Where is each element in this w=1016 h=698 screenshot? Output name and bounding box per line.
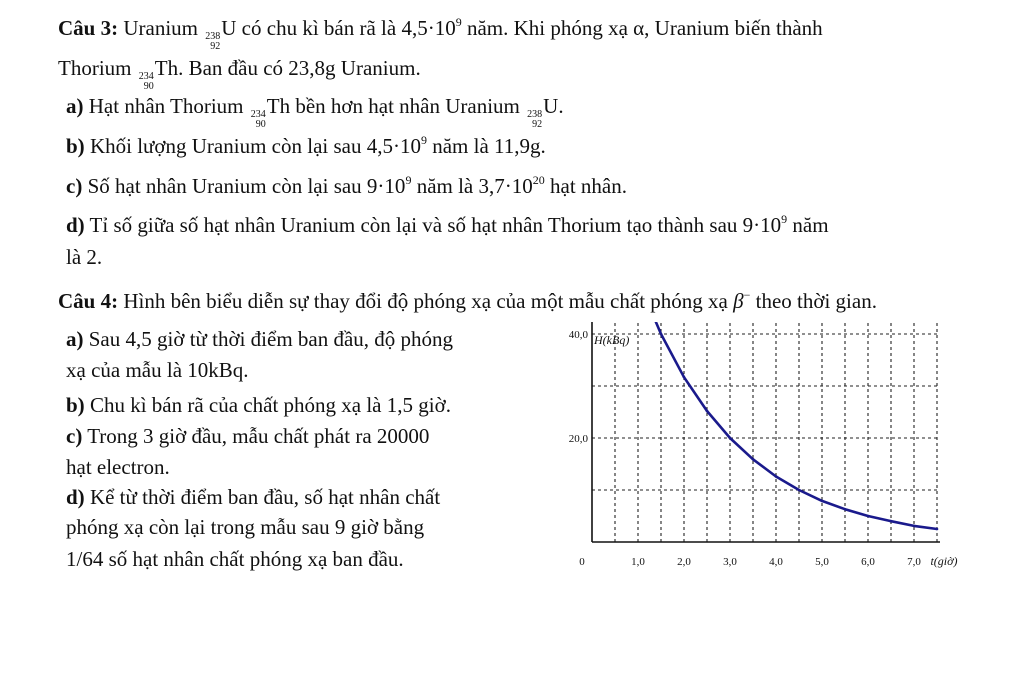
x-tick-label: 3,0 bbox=[723, 556, 737, 568]
data-point bbox=[890, 520, 893, 523]
q4-statement-c: c) Trong 3 giờ đầu, mẫu chất phát ra 20000 bbox=[66, 424, 430, 448]
data-point bbox=[775, 475, 778, 478]
q4-statement-d: d) Kể từ thời điểm ban đầu, số hạt nhân chất bbox=[66, 485, 441, 509]
data-point bbox=[660, 333, 663, 336]
q4-intro: Câu 4: Hình bên biểu diễn sự thay đổi độ phóng xạ của một mẫu chất phóng xạ β− theo thời gian. bbox=[58, 288, 877, 313]
y-axis-label: H(kBq) bbox=[594, 333, 630, 347]
q3-statement-d-cont: là 2. bbox=[66, 245, 103, 269]
activity-decay-chart bbox=[545, 322, 985, 582]
data-point bbox=[683, 376, 686, 379]
y-tick-label: 20,0 bbox=[568, 433, 588, 445]
q3-label: Câu 3: bbox=[58, 16, 119, 40]
th234-isotope: 234 90 bbox=[138, 71, 154, 92]
q4-statement-c-cont: hạt electron. bbox=[66, 455, 170, 479]
x-axis-label: t(giờ) bbox=[930, 554, 958, 568]
q4-statement-b: b) Chu kì bán rã của chất phóng xạ là 1,5 giờ. bbox=[66, 393, 451, 417]
data-point bbox=[844, 508, 847, 511]
x-tick-label: 0 bbox=[579, 556, 585, 568]
q3-statement-c: c) Số hạt nhân Uranium còn lại sau $9\cdot 10^9$ năm là $3,7\cdot 10^{20}$ hạt nhân. bbox=[66, 173, 627, 198]
q4-label: Câu 4: bbox=[58, 289, 119, 313]
data-point bbox=[913, 525, 916, 528]
data-point bbox=[821, 500, 824, 503]
data-point bbox=[706, 410, 709, 413]
x-tick-label: 1,0 bbox=[631, 556, 645, 568]
data-point bbox=[798, 489, 801, 492]
q3-line-2: Thorium 234 90 Th. Ban đầu có 23,8g Uranium. bbox=[58, 56, 421, 92]
data-point bbox=[752, 458, 755, 461]
q3-line-1: Câu 3: Uranium 238 92 U có chu kì bán rã là $4,5\cdot 10^9$ năm. Khi phóng xạ α, Uranium biến thành bbox=[58, 15, 823, 52]
q3-statement-b: b) Khối lượng Uranium còn lại sau $4,5\cdot 10^9$ năm là 11,9g. bbox=[66, 133, 546, 158]
x-tick-label: 7,0 bbox=[907, 556, 921, 568]
q3-statement-a: a) Hạt nhân Thorium 234 90 Th bền hơn hạt nhân Uranium 238 92 U. bbox=[66, 94, 564, 130]
x-tick-label: 4,0 bbox=[769, 556, 783, 568]
q4-statement-d-cont1: phóng xạ còn lại trong mẫu sau 9 giờ bằng bbox=[66, 515, 425, 539]
x-tick-label: 6,0 bbox=[861, 556, 875, 568]
q4-statement-a: a) Sau 4,5 giờ từ thời điểm ban đầu, độ phóng bbox=[66, 327, 454, 351]
x-tick-label: 2,0 bbox=[677, 556, 691, 568]
u238-isotope: 238 92 bbox=[205, 31, 221, 52]
q4-statement-d-cont2: 1/64 số hạt nhân chất phóng xạ ban đầu. bbox=[66, 547, 404, 571]
q4-statement-a-cont: xạ của mẫu là 10kBq. bbox=[66, 358, 249, 382]
data-point bbox=[936, 528, 939, 531]
x-tick-label: 5,0 bbox=[815, 556, 829, 568]
data-point bbox=[867, 515, 870, 518]
decay-curve bbox=[592, 322, 937, 529]
q3-statement-d: d) Tỉ số giữa số hạt nhân Uranium còn lại và số hạt nhân Thorium tạo thành sau $9\cdot 10^9$ năm bbox=[66, 212, 829, 237]
y-tick-label: 40,0 bbox=[568, 329, 588, 341]
data-point bbox=[729, 437, 732, 440]
